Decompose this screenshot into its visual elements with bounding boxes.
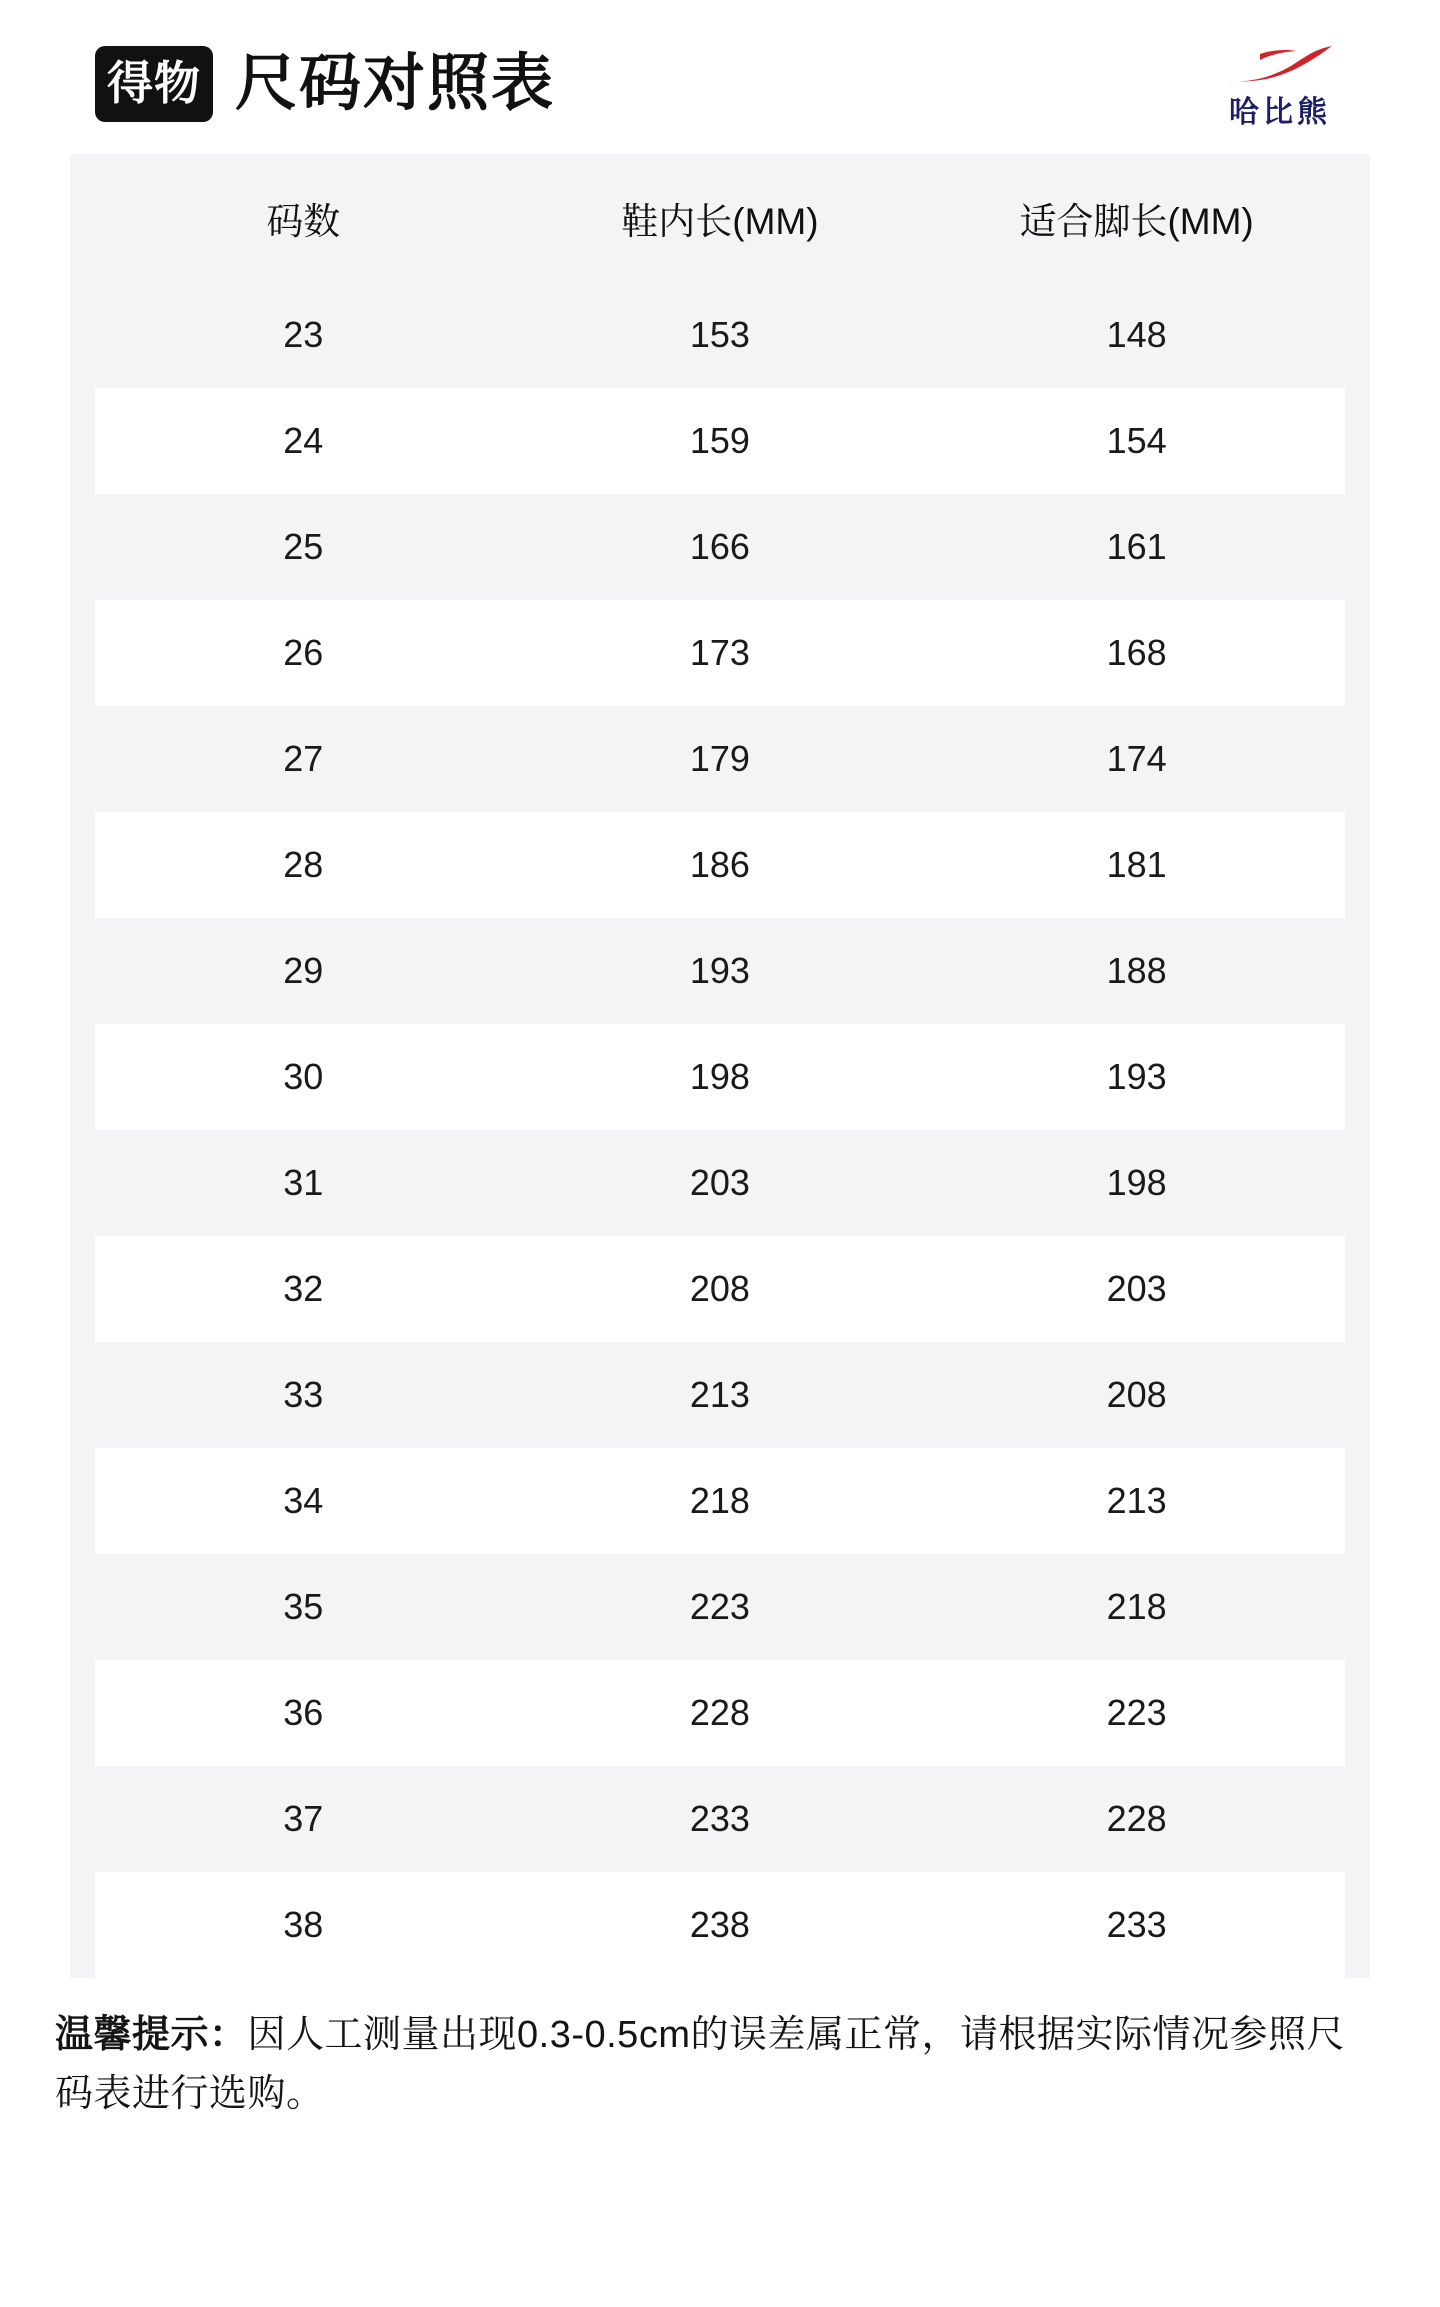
cell-inner-length: 218 (512, 1448, 929, 1554)
cell-foot-length: 218 (928, 1554, 1345, 1660)
table-row (95, 1130, 1345, 1236)
cell-size: 29 (95, 918, 512, 1024)
cell-foot-length: 233 (928, 1872, 1345, 1978)
cell-size: 23 (95, 282, 512, 388)
table-row (95, 1024, 1345, 1130)
cell-foot-length: 223 (928, 1660, 1345, 1766)
cell-foot-length: 161 (928, 494, 1345, 600)
cell-size: 24 (95, 388, 512, 494)
table-row (95, 1766, 1345, 1872)
cell-size: 38 (95, 1872, 512, 1978)
cell-inner-length: 238 (512, 1872, 929, 1978)
size-table-head (95, 154, 1345, 282)
table-row (95, 1554, 1345, 1660)
dewu-brand-badge: 得物 (95, 46, 213, 122)
cell-foot-length: 154 (928, 388, 1345, 494)
cell-inner-length: 153 (512, 282, 929, 388)
table-row (95, 1236, 1345, 1342)
cell-inner-length: 166 (512, 494, 929, 600)
column-header-size: 码数 (95, 154, 512, 282)
size-table-wrapper (0, 154, 1440, 1978)
brand-logo (1220, 40, 1370, 128)
table-row (95, 1448, 1345, 1554)
table-header-row (95, 154, 1345, 282)
cell-inner-length: 228 (512, 1660, 929, 1766)
tips-label: 温馨提示： (55, 2014, 248, 2056)
cell-foot-length: 213 (928, 1448, 1345, 1554)
size-table (95, 154, 1345, 1978)
header-left-group (95, 46, 555, 122)
cell-inner-length: 233 (512, 1766, 929, 1872)
table-row (95, 1872, 1345, 1978)
cell-size: 35 (95, 1554, 512, 1660)
cell-size: 30 (95, 1024, 512, 1130)
cell-foot-length: 148 (928, 282, 1345, 388)
table-row (95, 282, 1345, 388)
cell-size: 36 (95, 1660, 512, 1766)
page-header (0, 0, 1440, 154)
cell-inner-length: 179 (512, 706, 929, 812)
table-row (95, 1660, 1345, 1766)
cell-size: 33 (95, 1342, 512, 1448)
cell-inner-length: 173 (512, 600, 929, 706)
table-row (95, 494, 1345, 600)
cell-foot-length: 208 (928, 1342, 1345, 1448)
cell-inner-length: 223 (512, 1554, 929, 1660)
cell-size: 28 (95, 812, 512, 918)
table-row (95, 918, 1345, 1024)
table-row (95, 812, 1345, 918)
tips-note (0, 1978, 1440, 2164)
cell-foot-length: 174 (928, 706, 1345, 812)
cell-inner-length: 213 (512, 1342, 929, 1448)
column-header-foot-length: 适合脚长(MM) (928, 154, 1345, 282)
tips-text: 因人工测量出现0.3-0.5cm的误差属正常，请根据实际情况参照尺码表进行选购。 (55, 2014, 1345, 2115)
column-header-inner-length: 鞋内长(MM) (512, 154, 929, 282)
swoosh-logo-icon (1220, 40, 1340, 94)
cell-inner-length: 208 (512, 1236, 929, 1342)
table-row (95, 706, 1345, 812)
cell-inner-length: 198 (512, 1024, 929, 1130)
size-table-body (95, 282, 1345, 1978)
cell-size: 37 (95, 1766, 512, 1872)
table-row (95, 1342, 1345, 1448)
cell-foot-length: 181 (928, 812, 1345, 918)
page-title: 尺码对照表 (235, 49, 556, 118)
cell-size: 27 (95, 706, 512, 812)
cell-inner-length: 159 (512, 388, 929, 494)
brand-logo-text: 哈比熊 (1229, 96, 1331, 129)
cell-foot-length: 193 (928, 1024, 1345, 1130)
cell-size: 32 (95, 1236, 512, 1342)
table-row (95, 388, 1345, 494)
cell-size: 25 (95, 494, 512, 600)
cell-size: 34 (95, 1448, 512, 1554)
cell-inner-length: 203 (512, 1130, 929, 1236)
cell-foot-length: 168 (928, 600, 1345, 706)
cell-size: 31 (95, 1130, 512, 1236)
cell-foot-length: 228 (928, 1766, 1345, 1872)
cell-foot-length: 198 (928, 1130, 1345, 1236)
table-row (95, 600, 1345, 706)
cell-size: 26 (95, 600, 512, 706)
cell-inner-length: 193 (512, 918, 929, 1024)
cell-foot-length: 203 (928, 1236, 1345, 1342)
cell-inner-length: 186 (512, 812, 929, 918)
cell-foot-length: 188 (928, 918, 1345, 1024)
